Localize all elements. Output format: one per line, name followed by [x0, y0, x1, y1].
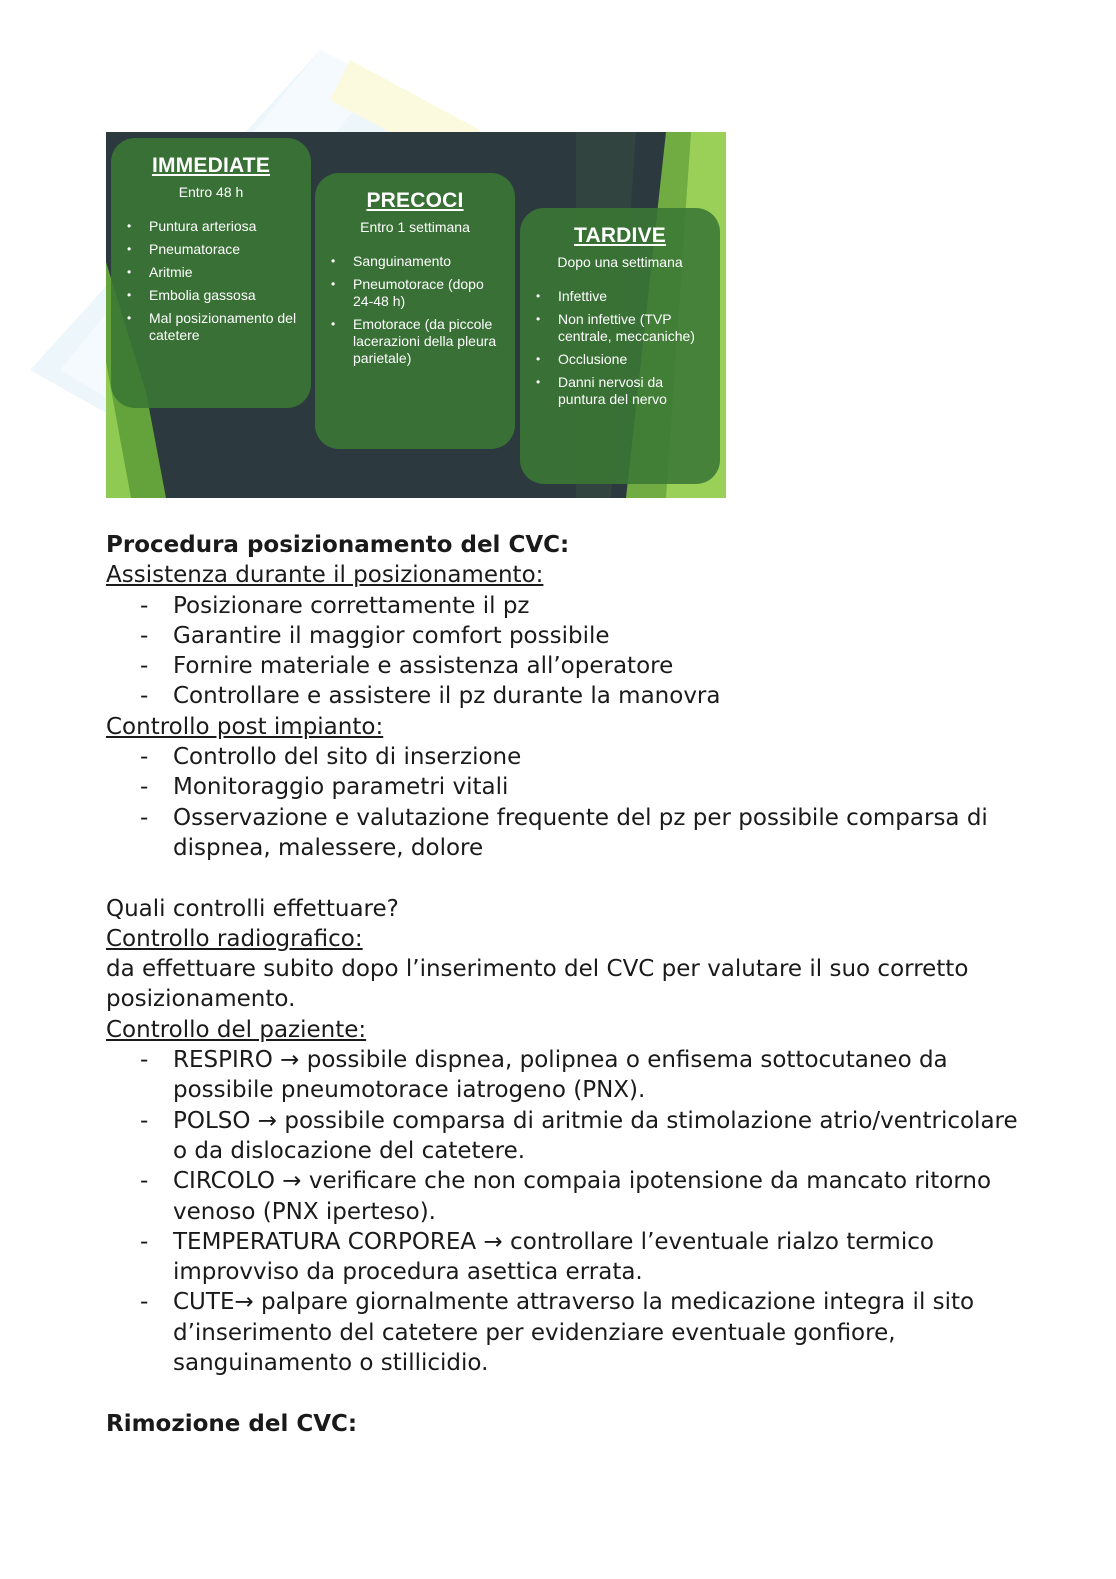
assistance-list	[106, 591, 1026, 712]
list-item: - Fornire materiale e assistenza all’operatore	[106, 651, 1026, 681]
list-item: - Controllare e assistere il pz durante la manovra	[106, 681, 1026, 711]
list-item: • Occlusione	[520, 351, 710, 368]
list-item: • Pneumotorace (dopo 24-48 h)	[315, 276, 505, 310]
card-subtitle: Entro 1 settimana	[360, 219, 470, 235]
spacer	[106, 1378, 1026, 1408]
list-item: • Puntura arteriosa	[111, 218, 301, 235]
list-item: • Danni nervosi da puntura del nervo	[520, 374, 710, 408]
spacer	[106, 863, 1026, 893]
list-item: • Infettive	[520, 288, 710, 305]
list-item: - CUTE→ palpare giornalmente attraverso la medicazione integra il sito d’inserimento del catetere per evidenziare eventuale gonfiore, sanguinamento o stillicidio.	[106, 1287, 1026, 1378]
document-body	[106, 530, 1026, 1439]
list-item: - Osservazione e valutazione frequente del pz per possibile comparsa di dispnea, malessere, dolore	[106, 803, 1026, 864]
card-title: TARDIVE	[573, 224, 666, 247]
list-item: - CIRCOLO → verificare che non compaia ipotensione da mancato ritorno venoso (PNX iperteso).	[106, 1166, 1026, 1227]
post-implant-heading: Controllo post impianto:	[106, 713, 384, 740]
list-item: - RESPIRO → possibile dispnea, polipnea o enfisema sottocutaneo da possibile pneumotorace iatrogeno (PNX).	[106, 1045, 1026, 1106]
procedure-heading: Procedura posizionamento del CVC:	[106, 532, 570, 558]
patient-heading: Controllo del paziente:	[106, 1016, 367, 1043]
card-precoci	[315, 173, 515, 449]
list-item: - TEMPERATURA CORPOREA → controllare l’eventuale rialzo termico improvviso da procedura asettica errata.	[106, 1227, 1026, 1288]
card-list	[315, 253, 515, 367]
card-title: IMMEDIATE	[151, 154, 271, 177]
card-title: PRECOCI	[366, 189, 464, 212]
radiographic-text: da effettuare subito dopo l’inserimento del CVC per valutare il suo corretto posizionamento.	[106, 956, 969, 1013]
list-item: • Pneumatorace	[111, 241, 301, 258]
list-item: - Posizionare correttamente il pz	[106, 591, 1026, 621]
removal-heading: Rimozione del CVC:	[106, 1410, 358, 1437]
list-item: - POLSO → possibile comparsa di aritmie da stimolazione atrio/ventricolare o da dislocazione del catetere.	[106, 1106, 1026, 1167]
question-text: Quali controlli effettuare?	[106, 895, 399, 922]
list-item: - Controllo del sito di inserzione	[106, 742, 1026, 772]
card-list	[111, 218, 311, 344]
card-tardive	[520, 208, 720, 484]
list-item: - Monitoraggio parametri vitali	[106, 772, 1026, 802]
card-subtitle: Entro 48 h	[178, 184, 244, 200]
assistance-heading: Assistenza durante il posizionamento:	[106, 562, 544, 589]
post-implant-list	[106, 742, 1026, 863]
radiographic-heading: Controllo radiografico:	[106, 925, 363, 952]
patient-list	[106, 1045, 1026, 1378]
complications-slide	[106, 132, 726, 498]
list-item: - Garantire il maggior comfort possibile	[106, 621, 1026, 651]
list-item: • Non infettive (TVP centrale, meccaniche)	[520, 311, 710, 345]
list-item: • Aritmie	[111, 264, 301, 281]
list-item: • Emotorace (da piccole lacerazioni della pleura parietale)	[315, 316, 505, 367]
list-item: • Sanguinamento	[315, 253, 505, 270]
list-item: • Mal posizionamento del catetere	[111, 310, 301, 344]
card-subtitle: Dopo una settimana	[557, 254, 683, 270]
card-immediate	[111, 138, 311, 408]
list-item: • Embolia gassosa	[111, 287, 301, 304]
card-list	[520, 288, 720, 408]
